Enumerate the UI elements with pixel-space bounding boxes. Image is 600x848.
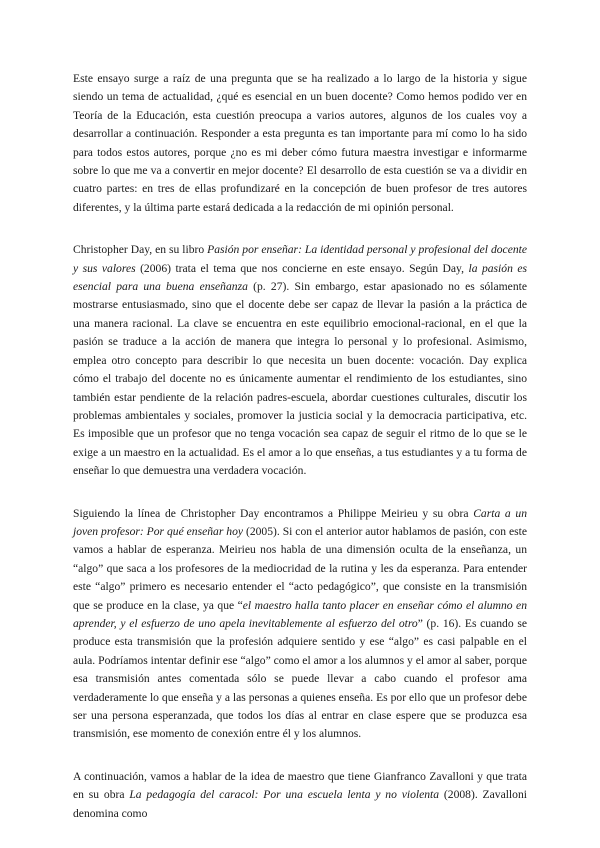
paragraph-text: (2006) trata el tema que nos concierne en este ensayo. Según Day, bbox=[135, 261, 469, 275]
paragraph-text: Siguiendo la línea de Christopher Day encontramos a Philippe Meirieu y su obra bbox=[73, 506, 474, 520]
paragraph-text: Este ensayo surge a raíz de una pregunta que se ha realizado a lo largo de la historia y sigue siendo un tema de actualidad, ¿qué es esencial en un buen docente? Como hemos podido ver en Teoría de la Educación, esta cuestión preocupa a varios autores, algunos de los cuales voy a desarrollar a continuación. Responder a esta pregunta es tan importante para mí como lo ha sido para todos estos autores, porque ¿no es mi deber cómo futura maestra investigar e informarme sobre lo que me va a convertir en mejor docente? El desarrollo de esta cuestión se va a dividir en cuatro partes: en tres de ellas profundizaré en la concepción de buen profesor de tres autores diferentes, y la última parte estará dedicada a la redacción de mi opinión personal. bbox=[73, 72, 527, 214]
paragraph-text: (2008). Zavalloni denomina como bbox=[73, 788, 527, 820]
paragraph-text: A continuación, vamos a hablar de la idea de maestro que tiene Gianfranco Zavalloni y que trata en su obra bbox=[73, 769, 527, 802]
paragraph-text: (2005). Si con el anterior autor hablamos de pasión, con este vamos a hablar de esperanza. Meirieu nos habla de una dimensión oculta de la enseñanza, un “algo” que saca a los profesores de la mediocridad de la rutina y les da esperanza. Para entender este “algo” primero es necesario entender el “acto pedagógico”, que consiste en la transmisión que se produce en la clase, ya que “ bbox=[73, 524, 527, 612]
quote-text: la pasión es esencial para una buena enseñanza bbox=[73, 261, 527, 294]
paragraph-gianfranco-zavalloni bbox=[73, 768, 527, 823]
paragraph-introduction bbox=[73, 70, 527, 217]
book-title: La pedagogía del caracol: Por una escuela lenta y no violenta bbox=[129, 788, 440, 802]
book-title: Pasión por enseñar: La identidad personal y profesional del docente y sus valores bbox=[73, 243, 527, 275]
paragraph-christopher-day bbox=[73, 241, 527, 480]
paragraph-text: (p. 27). Sin embargo, estar apasionado no es sólamente mostrarse entusiasmado, sino que el docente debe ser capaz de llevar la pasión a la práctica de una manera racional. La clave se encuentra en este equilibrio emocional-racional, en el que la pasión se traduce a la acción de manera que integra lo personal y lo profesional. Asimismo, emplea otro concepto para describir lo que necesita un buen docente: vocación. Day explica cómo el trabajo del docente no es únicamente aumentar el rendimiento de los estudiantes, sino también estar pendiente de la relación padres-escuela, abordar cuestiones culturales, discutir los problemas ambientales y sociales, promover la justicia social y la democracia participativa, etc. Es imposible que un profesor que no tenga vocación sea capaz de seguir el ritmo de lo que se le exige a un maestro en la actualidad. Es el amor a lo que enseñas, a tus estudiantes y a tu forma de enseñar lo que demuestra una verdadera vocación. bbox=[73, 280, 527, 478]
paragraph-text: ” (p. 16). Es cuando se produce esta transmisión que la profesión adquiere sentido y ese “algo” es casi palpable en el aula. Podríamos intentar definir ese “algo” como el amor a los alumnos y el amor al saber, porque esa transmisión antes comentada sólo se puede llevar a cabo cuando el profesor ama verdaderamente lo que enseña y a las personas a quienes enseña. Es por ello que un profesor debe ser una persona esperanzada, que todos los días al entrar en clase espere que se produzca esa transmisión, ese momento de conexión entre él y los alumnos. bbox=[73, 616, 527, 741]
book-title: Carta a un joven profesor: Por qué enseñar hoy bbox=[73, 506, 527, 538]
paragraph-philippe-meirieu bbox=[73, 505, 527, 744]
quote-text: el maestro halla tanto placer en enseñar cómo el alumno en aprender, y el esfuerzo de uno apela inevitablemente al esfuerzo del otro bbox=[73, 598, 527, 630]
paragraph-text: Christopher Day, en su libro bbox=[73, 243, 208, 257]
